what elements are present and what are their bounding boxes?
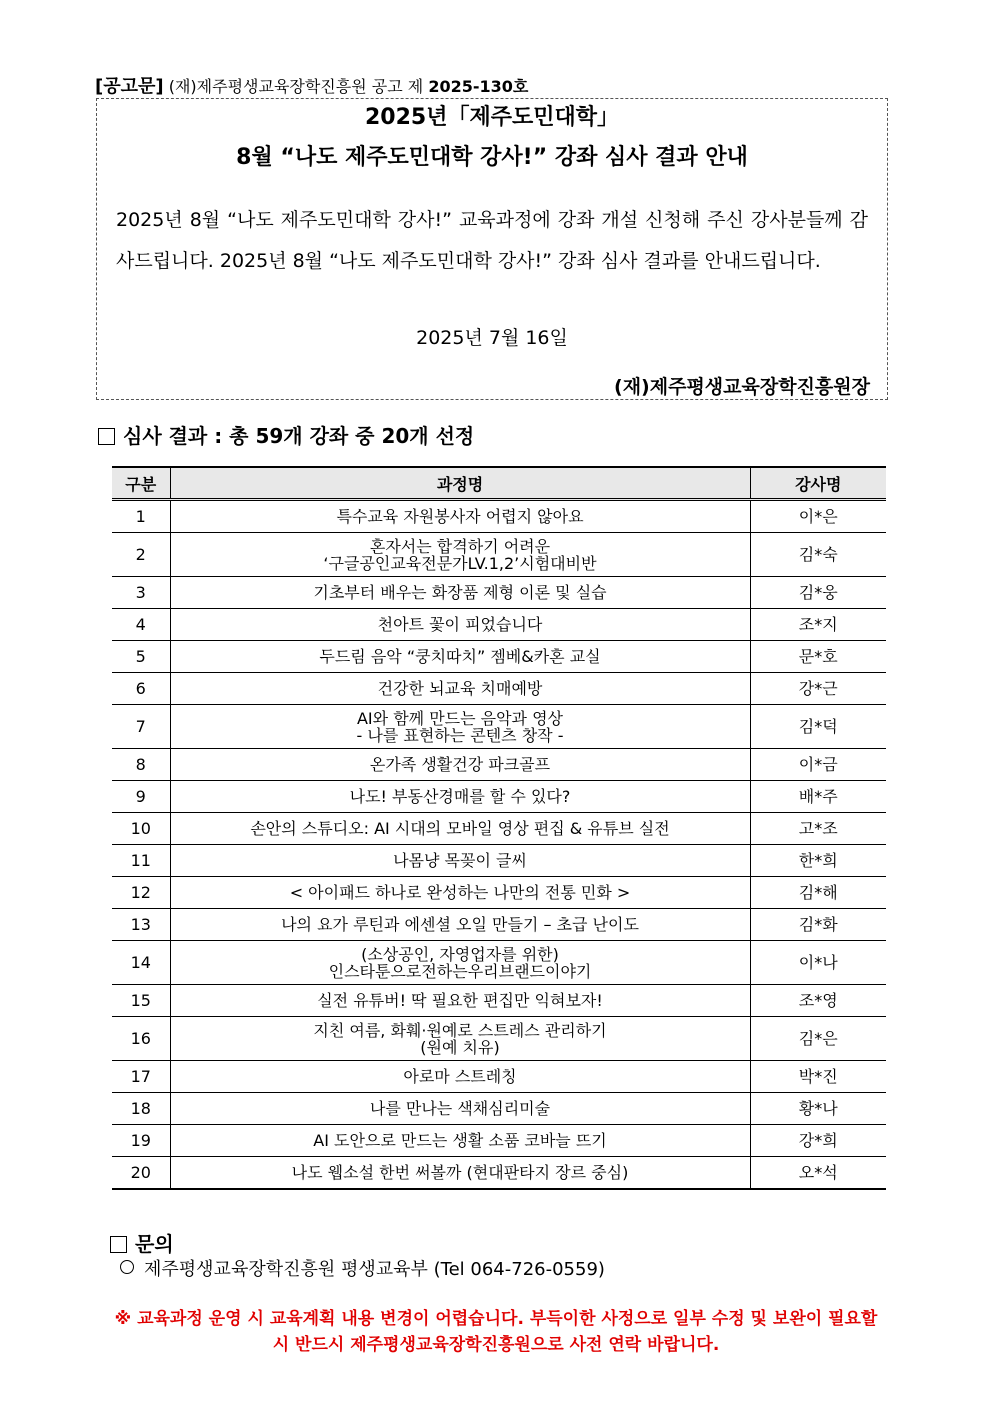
checkbox-square-icon — [98, 428, 115, 445]
row-number: 7 — [112, 705, 170, 749]
row-number: 9 — [112, 781, 170, 813]
course-name-line1: < 아이패드 하나로 완성하는 나만의 전통 민화 > — [289, 883, 631, 902]
course-name — [170, 577, 750, 609]
course-name — [170, 909, 750, 941]
course-name — [170, 813, 750, 845]
teacher-name: 조*지 — [750, 609, 886, 641]
teacher-name: 김*은 — [750, 1017, 886, 1061]
course-name-line1: 건강한 뇌교육 치매예방 — [377, 679, 543, 698]
row-number: 8 — [112, 749, 170, 781]
course-name-line1: 지친 여름, 화훼·원예로 스트레스 관리하기 — [313, 1020, 607, 1040]
checkbox-square-icon — [110, 1236, 127, 1253]
column-header-no: 구분 — [112, 467, 170, 500]
table-header-row — [112, 467, 886, 500]
course-name — [170, 877, 750, 909]
course-name — [170, 1061, 750, 1093]
teacher-name: 오*석 — [750, 1157, 886, 1190]
course-name-line1: 아로마 스트레칭 — [403, 1067, 517, 1086]
row-number: 4 — [112, 609, 170, 641]
table-row — [112, 781, 886, 813]
teacher-name: 김*해 — [750, 877, 886, 909]
table-row — [112, 749, 886, 781]
course-name — [170, 641, 750, 673]
row-number: 12 — [112, 877, 170, 909]
course-name-line1: 나도! 부동산경매를 할 수 있다? — [349, 787, 571, 806]
course-name-line1: 특수교육 자원봉사자 어렵지 않아요 — [336, 507, 584, 526]
course-name-line2: - 나를 표현하는 콘텐츠 창작 - — [356, 725, 564, 745]
course-name-line1: 나를 만나는 색채심리미술 — [369, 1099, 551, 1118]
table-row — [112, 845, 886, 877]
course-name — [170, 533, 750, 577]
course-name-line1: 나도 웹소설 한번 써볼까 (현대판타지 장르 중심) — [291, 1163, 629, 1182]
caution-note: ※ 교육과정 운영 시 교육계획 내용 변경이 어렵습니다. 부득이한 사정으로 일부 수정 및 보완이 필요할 시 반드시 제주평생교육장학진흥원으로 사전 연락 바랍니다. — [114, 1309, 878, 1355]
teacher-name: 김*화 — [750, 909, 886, 941]
table-row — [112, 705, 886, 749]
table-row — [112, 609, 886, 641]
teacher-name: 한*희 — [750, 845, 886, 877]
course-name — [170, 749, 750, 781]
course-name-line2: ‘구글공인교육전문가LV.1,2’시험대비반 — [323, 553, 597, 573]
row-number: 13 — [112, 909, 170, 941]
row-number: 2 — [112, 533, 170, 577]
course-name — [170, 941, 750, 985]
course-name — [170, 985, 750, 1017]
table-row — [112, 1093, 886, 1125]
course-name-line1: AI와 함께 만드는 음악과 영상 — [356, 708, 564, 728]
table-row — [112, 500, 886, 533]
table-row — [112, 985, 886, 1017]
notice-title-line1: 2025년「제주도민대학」 — [365, 105, 619, 130]
table-row — [112, 1125, 886, 1157]
teacher-name: 배*주 — [750, 781, 886, 813]
row-number: 11 — [112, 845, 170, 877]
notice-header — [95, 72, 528, 98]
results-table — [112, 466, 886, 1190]
result-heading-text: 심사 결과 : 총 59개 강좌 중 20개 선정 — [123, 424, 475, 448]
course-name-line1: 두드림 음악 “쿵치따치” 젬베&카혼 교실 — [319, 647, 601, 666]
table-row — [112, 1017, 886, 1061]
course-name-line1: AI 도안으로 만드는 생활 소품 코바늘 뜨기 — [313, 1131, 607, 1150]
course-name — [170, 1157, 750, 1190]
inquiry-line — [120, 1255, 605, 1281]
table-row — [112, 1157, 886, 1190]
table-row — [112, 577, 886, 609]
course-name — [170, 673, 750, 705]
column-header-teacher: 강사명 — [750, 467, 886, 500]
row-number: 15 — [112, 985, 170, 1017]
teacher-name: 조*영 — [750, 985, 886, 1017]
course-name — [170, 1017, 750, 1061]
notice-signer: (재)제주평생교육장학진흥원장 — [614, 376, 870, 398]
table-row — [112, 533, 886, 577]
teacher-name: 강*희 — [750, 1125, 886, 1157]
course-name-line1: 실전 유튜버! 딱 필요한 편집만 익혀보자! — [317, 991, 603, 1010]
notice-title-line2: 8월 “나도 제주도민대학 강사!” 강좌 심사 결과 안내 — [236, 145, 748, 170]
course-name-line1: 나의 요가 루틴과 에센셜 오일 만들기 – 초급 난이도 — [281, 915, 639, 934]
notice-number: 2025-130호 — [428, 77, 529, 96]
notice-org: (재)제주평생교육장학진흥원 공고 제 — [168, 77, 429, 96]
course-name-line2: (원예 치유) — [420, 1037, 500, 1057]
course-name — [170, 609, 750, 641]
table-row — [112, 877, 886, 909]
row-number: 10 — [112, 813, 170, 845]
notice-tag: [공고문] — [95, 76, 164, 97]
notice-body: 2025년 8월 “나도 제주도민대학 강사!” 교육과정에 강좌 개설 신청해 주신 강사분들께 감사드립니다. 2025년 8월 “나도 제주도민대학 강사!” 강좌 심사 결과를 안내드립니다. — [116, 209, 868, 272]
teacher-name: 강*근 — [750, 673, 886, 705]
course-name — [170, 705, 750, 749]
table-row — [112, 941, 886, 985]
table-row — [112, 673, 886, 705]
row-number: 18 — [112, 1093, 170, 1125]
result-heading — [98, 420, 474, 449]
course-name — [170, 845, 750, 877]
column-header-course: 과정명 — [170, 467, 750, 500]
table-row — [112, 813, 886, 845]
teacher-name: 이*금 — [750, 749, 886, 781]
course-name — [170, 500, 750, 533]
teacher-name: 김*덕 — [750, 705, 886, 749]
table-row — [112, 641, 886, 673]
course-name-line1: 혼자서는 합격하기 어려운 — [369, 536, 551, 556]
course-name — [170, 1093, 750, 1125]
row-number: 5 — [112, 641, 170, 673]
row-number: 3 — [112, 577, 170, 609]
teacher-name: 황*나 — [750, 1093, 886, 1125]
course-name-line2: 인스타툰으로전하는우리브랜드이야기 — [328, 961, 592, 981]
teacher-name: 박*진 — [750, 1061, 886, 1093]
row-number: 1 — [112, 500, 170, 533]
teacher-name: 김*숙 — [750, 533, 886, 577]
course-name-line1: (소상공인, 자영업자를 위한) — [361, 944, 559, 964]
course-name — [170, 781, 750, 813]
teacher-name: 고*조 — [750, 813, 886, 845]
course-name-line1: 천아트 꽃이 피었습니다 — [377, 615, 543, 634]
inquiry-heading — [110, 1228, 174, 1257]
teacher-name: 문*호 — [750, 641, 886, 673]
row-number: 14 — [112, 941, 170, 985]
teacher-name: 이*은 — [750, 500, 886, 533]
table-row — [112, 1061, 886, 1093]
course-name-line1: 손안의 스튜디오: AI 시대의 모바일 영상 편집 & 유튜브 실전 — [250, 819, 670, 838]
row-number: 6 — [112, 673, 170, 705]
table-row — [112, 909, 886, 941]
circle-bullet-icon — [120, 1260, 134, 1274]
course-name-line1: 온가족 생활건강 파크골프 — [369, 755, 551, 774]
course-name — [170, 1125, 750, 1157]
course-name-line1: 나몸냥 목꽂이 글씨 — [393, 851, 527, 870]
inquiry-heading-text: 문의 — [135, 1232, 174, 1256]
teacher-name: 이*나 — [750, 941, 886, 985]
teacher-name: 김*웅 — [750, 577, 886, 609]
course-name-line1: 기초부터 배우는 화장품 제형 이론 및 실습 — [313, 583, 607, 602]
row-number: 16 — [112, 1017, 170, 1061]
row-number: 17 — [112, 1061, 170, 1093]
notice-date: 2025년 7월 16일 — [416, 327, 568, 349]
row-number: 20 — [112, 1157, 170, 1190]
row-number: 19 — [112, 1125, 170, 1157]
inquiry-contact: 제주평생교육장학진흥원 평생교육부 (Tel 064-726-0559) — [144, 1259, 605, 1280]
